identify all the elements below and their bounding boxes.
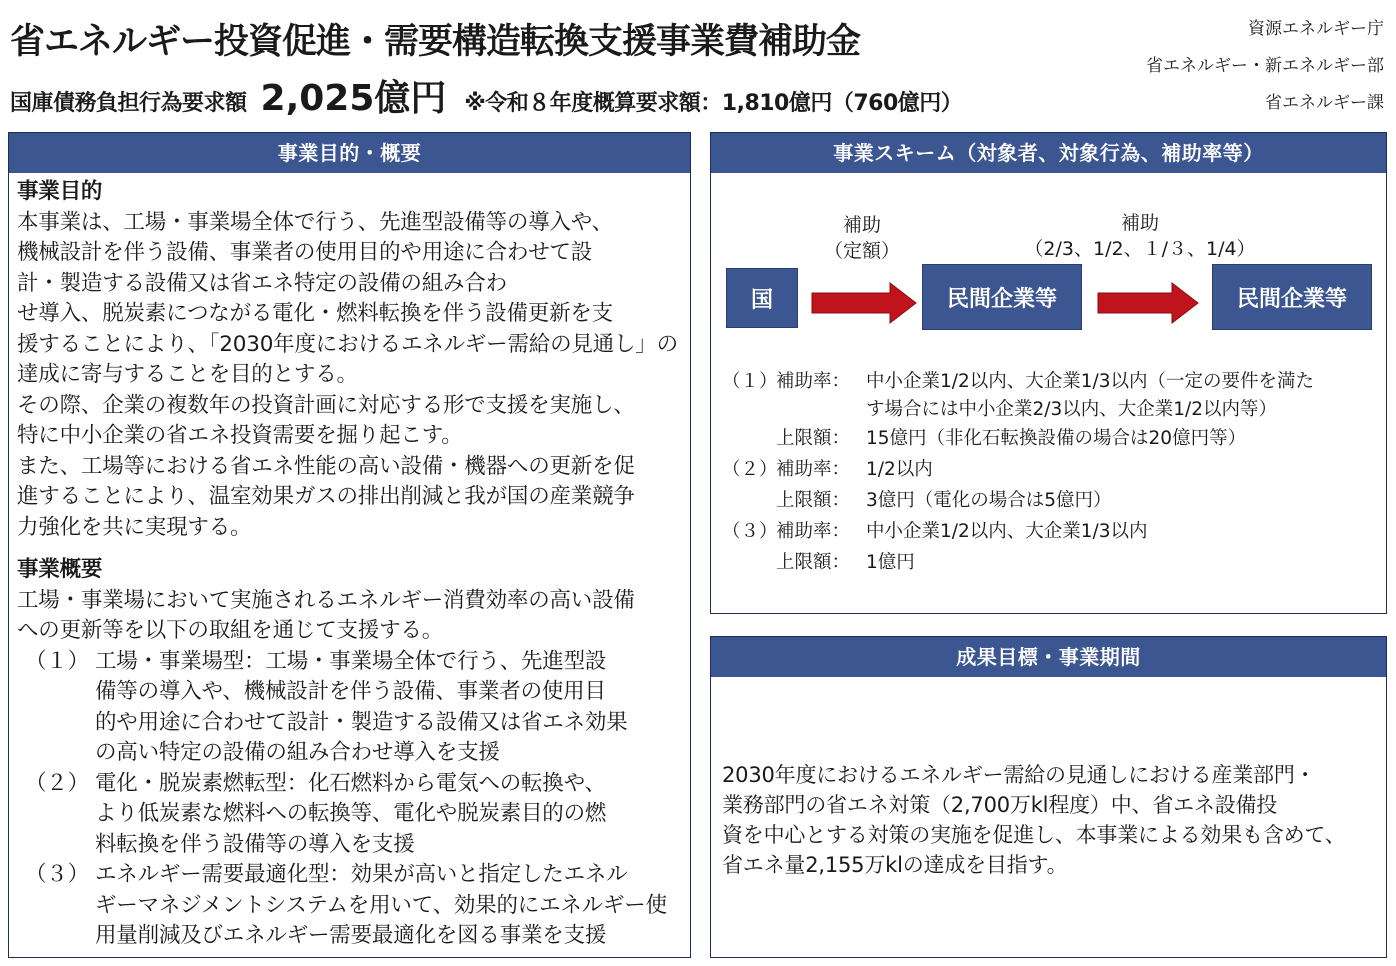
overview-item <box>17 769 682 861</box>
rate-key: 上限額： <box>776 552 851 573</box>
arrow2-label <box>1020 210 1260 262</box>
rate-value: 中小企業1/2以内、大企業1/3以内（一定の要件を満た <box>866 371 1315 392</box>
arrow2-label-sub: （2/3、1/2、１/３、1/4） <box>1024 238 1256 260</box>
rate-number <box>722 485 776 516</box>
overview-item-number: （１） <box>25 648 89 674</box>
overview-item-list <box>17 647 682 952</box>
purpose-heading: 事業目的 <box>17 179 103 204</box>
overview-item-line: エネルギー需要最適化型：効果が高いと指定したエネル <box>95 862 628 887</box>
purpose-line: その際、企業の複数年の投資計画に対応する形で支援を実施し、 <box>17 392 635 418</box>
rate-key: 補助率： <box>776 459 851 480</box>
arrow1-label-main: 補助 <box>842 214 881 236</box>
purpose-overview-panel <box>8 132 691 958</box>
outcome-panel-heading: 成果目標・事業期間 <box>711 637 1386 677</box>
rate-row <box>722 454 1314 485</box>
page-title: 省エネルギー投資促進・需要構造転換支援事業費補助金 <box>10 22 861 62</box>
overview-item-number: （３） <box>25 862 89 887</box>
arrow2-label-main: 補助 <box>1120 212 1159 234</box>
rate-number: （３） <box>722 521 778 542</box>
purpose-line: 援することにより、「2030年度におけるエネルギー需給の見通し」の <box>17 331 678 357</box>
purpose-panel-body <box>9 173 690 952</box>
subsidy-rate-list <box>722 366 1314 578</box>
subsidy-arrow-1 <box>810 282 918 324</box>
overview-item-text <box>95 647 682 769</box>
overview-line: への更新等を以下の取組を通じて支援する。 <box>17 618 444 643</box>
rate-value: 中小企業1/2以内、大企業1/3以内 <box>866 521 1148 542</box>
overview-item <box>17 860 682 952</box>
rate-row <box>722 516 1314 547</box>
overview-item-line: の高い特定の設備の組み合わせ導入を支援 <box>95 740 500 765</box>
budget-request-line <box>10 70 962 121</box>
purpose-line: また、工場等における省エネ性能の高い設備・機器への更新を促 <box>17 453 635 479</box>
rate-key: 上限額： <box>776 428 851 449</box>
purpose-line: 力強化を共に実現する。 <box>17 514 252 540</box>
purpose-line: 本事業は、工場・事業場全体で行う、先進型設備等の導入や、 <box>17 209 613 235</box>
request-amount: 2,025億円 <box>260 78 447 119</box>
rate-row <box>722 485 1314 516</box>
outcome-line: 省エネ量2,155万klの達成を目指す。 <box>722 853 1068 877</box>
overview-item-number: （２） <box>25 770 89 796</box>
division-label: 省エネルギー課 <box>1265 93 1384 113</box>
overview-item-line: 用量削減及びエネルギー需要最適化を図る事業を支援 <box>95 923 607 948</box>
purpose-panel-heading: 事業目的・概要 <box>9 133 690 173</box>
subsidy-arrow-2 <box>1096 282 1200 324</box>
rate-key: 上限額： <box>776 490 851 511</box>
country-box: 国 <box>726 268 798 328</box>
rate-key: 補助率： <box>776 521 851 542</box>
rate-row <box>722 397 1314 423</box>
rate-number <box>722 547 776 578</box>
purpose-text <box>17 208 682 544</box>
rate-number <box>722 397 776 423</box>
purpose-line: 達成に寄与することを目的とする。 <box>17 362 358 387</box>
overview-item-text <box>95 860 682 952</box>
private-company-box-2: 民間企業等 <box>1212 264 1372 330</box>
agency-label: 資源エネルギー庁 <box>1248 19 1384 39</box>
rate-value: 15億円（非化石転換設備の場合は20億円等） <box>866 428 1247 449</box>
outcome-line: 資を中心とする対策の実施を促進し、本事業による効果も含めて、 <box>722 823 1346 847</box>
arrow1-label-sub: （定額） <box>823 240 900 262</box>
overview-item-line: 電化・脱炭素燃転型：化石燃料から電気への転換や、 <box>95 770 606 796</box>
overview-item-line: ギーマネジメントシステムを用いて、効果的にエネルギー使 <box>95 892 667 918</box>
overview-text <box>17 586 682 647</box>
rate-value: す場合には中小企業2/3以内、大企業1/2以内等） <box>866 399 1278 420</box>
purpose-line: 特に中小企業の省エネ投資需要を掘り起こす。 <box>17 423 463 448</box>
arrow1-label <box>812 212 912 264</box>
rate-number: （１） <box>722 371 778 392</box>
overview-heading: 事業概要 <box>17 557 103 582</box>
overview-item-text <box>95 769 682 861</box>
overview-item-line: 料転換を伴う設備等の導入を支援 <box>95 831 415 857</box>
purpose-line: 進することにより、温室効果ガスの排出削減と我が国の産業競争 <box>17 484 635 509</box>
rate-row <box>722 423 1314 454</box>
overview-item-line: 工場・事業場型：工場・事業場全体で行う、先進型設 <box>95 648 607 674</box>
purpose-line: せ導入、脱炭素につながる電化・燃料転換を伴う設備更新を支 <box>17 301 613 326</box>
overview-item-line: 備等の導入や、機械設計を伴う設備、事業者の使用目 <box>95 679 606 704</box>
overview-line: 工場・事業場において実施されるエネルギー消費効率の高い設備 <box>17 587 635 613</box>
rate-key: 補助率： <box>776 371 851 392</box>
rate-number: （２） <box>722 459 778 480</box>
outcome-line: 2030年度におけるエネルギー需給の見通しにおける産業部門・ <box>722 763 1316 787</box>
purpose-line: 計・製造する設備又は省エネ特定の設備の組み合わ <box>17 270 507 296</box>
rate-key <box>776 397 866 423</box>
outcome-text <box>722 760 1346 880</box>
rate-number <box>722 423 776 454</box>
overview-item-line: 的や用途に合わせて設計・製造する設備又は省エネ効果 <box>95 709 628 735</box>
rate-row <box>722 366 1314 397</box>
department-label: 省エネルギー・新エネルギー部 <box>1146 56 1384 76</box>
rate-value: 1億円 <box>866 552 915 573</box>
purpose-line: 機械設計を伴う設備、事業者の使用目的や用途に合わせて設 <box>17 240 593 265</box>
private-company-box-1: 民間企業等 <box>922 264 1082 330</box>
rate-value: 1/2以内 <box>866 459 933 480</box>
overview-item-line: より低炭素な燃料への転換等、電化や脱炭素目的の燃 <box>95 801 607 826</box>
rate-value: 3億円（電化の場合は5億円） <box>866 490 1112 511</box>
request-note: ※令和８年度概算要求額：1,810億円（760億円） <box>464 91 963 116</box>
request-label: 国庫債務負担行為要求額 <box>10 91 247 116</box>
rate-row <box>722 547 1314 578</box>
overview-item <box>17 647 682 769</box>
outcome-line: 業務部門の省エネ対策（2,700万kl程度）中、省エネ設備投 <box>722 793 1278 817</box>
scheme-panel-heading: 事業スキーム（対象者、対象行為、補助率等） <box>711 133 1386 173</box>
